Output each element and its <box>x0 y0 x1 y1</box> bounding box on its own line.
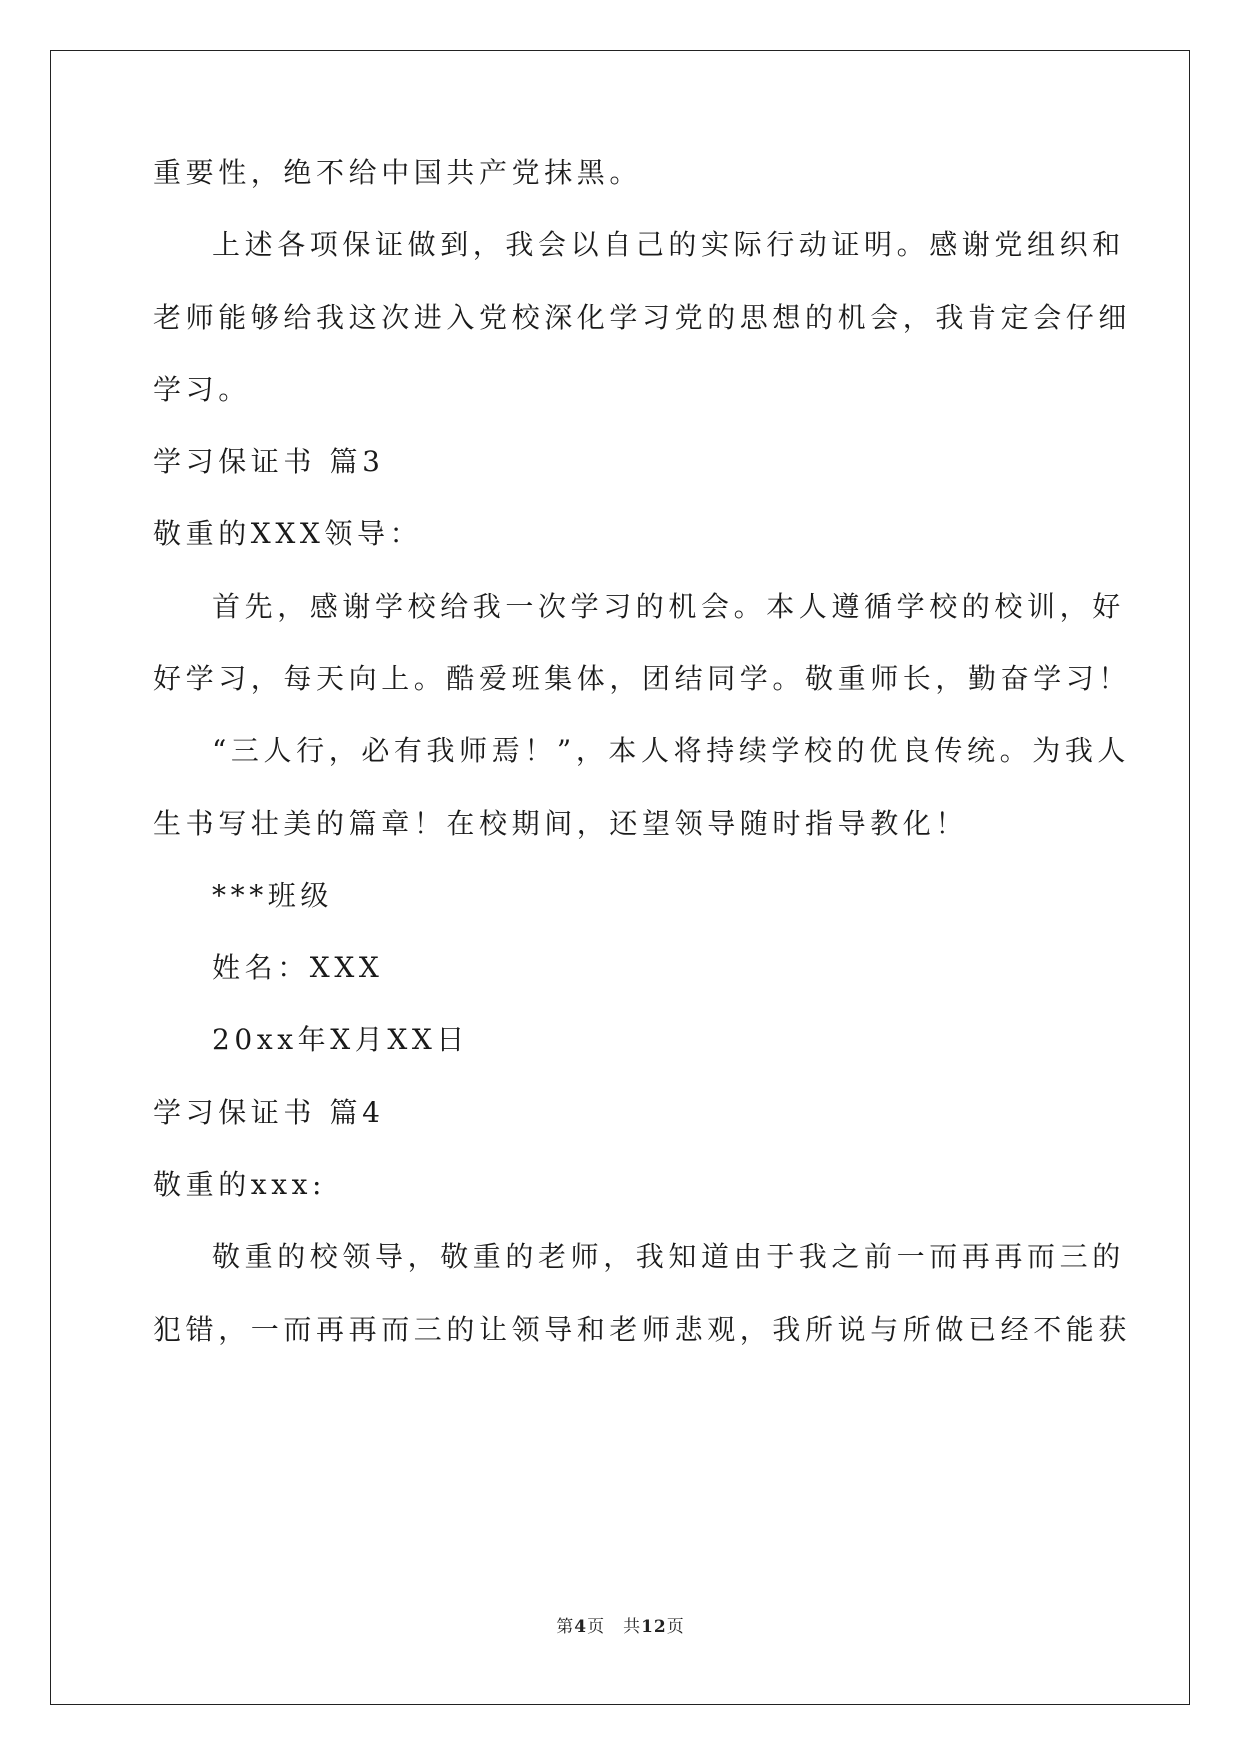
footer-mid: 页 共 <box>587 1617 642 1637</box>
signature-date: 20xx年X月XX日 <box>212 1023 470 1056</box>
salutation: 敬重的XXX领导： <box>153 517 423 550</box>
paragraph-line: 上述各项保证做到，我会以自己的实际行动证明。感谢党组织和 <box>212 228 1125 261</box>
footer-page-number: 4 <box>574 1617 588 1637</box>
paragraph-line: 生书写壮美的篇章！在校期间，还望领导随时指导教化！ <box>153 807 969 840</box>
section-heading: 学习保证书 篇3 <box>153 445 385 478</box>
page-footer <box>0 1612 1241 1637</box>
salutation: 敬重的xxx: <box>153 1168 327 1201</box>
section-heading: 学习保证书 篇4 <box>153 1096 385 1129</box>
footer-suffix: 页 <box>666 1617 685 1637</box>
paragraph-line: 老师能够给我这次进入党校深化学习党的思想的机会，我肯定会仔细 <box>153 301 1132 334</box>
paragraph-line: 犯错，一而再再而三的让领导和老师悲观，我所说与所做已经不能获 <box>153 1313 1132 1346</box>
signature-class: ***班级 <box>212 879 334 912</box>
paragraph-line: 敬重的校领导，敬重的老师，我知道由于我之前一而再再而三的 <box>212 1240 1125 1273</box>
paragraph-line: 重要性，绝不给中国共产党抹黑。 <box>153 156 643 189</box>
paragraph-line: 好学习，每天向上。酷爱班集体，团结同学。敬重师长，勤奋学习！ <box>153 662 1132 695</box>
footer-prefix: 第 <box>556 1617 575 1637</box>
paragraph-line: 首先，感谢学校给我一次学习的机会。本人遵循学校的校训，好 <box>212 590 1125 623</box>
paragraph-line: “三人行，必有我师焉！”，本人将持续学校的优良传统。为我人 <box>212 734 1131 767</box>
signature-name: 姓名：XXX <box>212 951 384 984</box>
footer-total-pages: 12 <box>641 1617 667 1637</box>
paragraph-line: 学习。 <box>153 373 251 406</box>
